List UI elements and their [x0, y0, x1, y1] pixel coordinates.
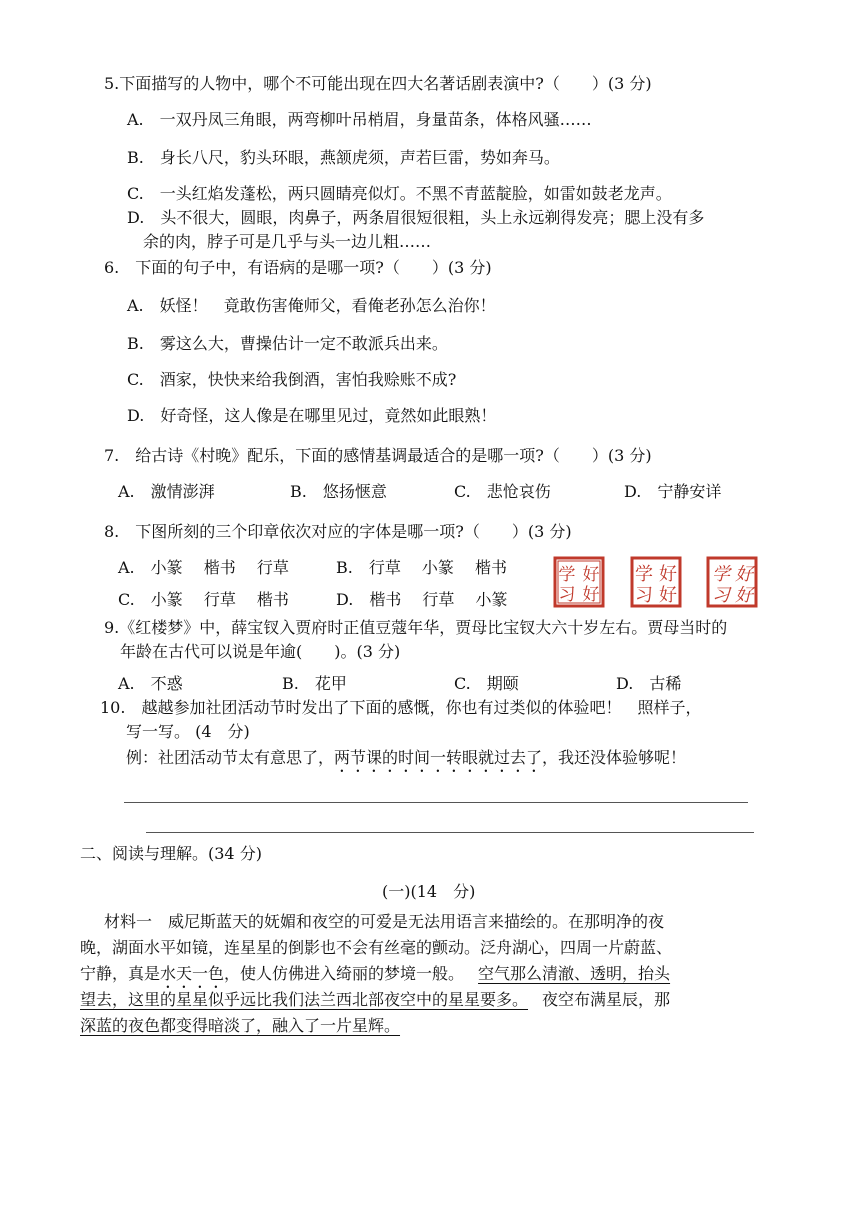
- seal2-char2: 好: [659, 564, 677, 585]
- q10-stem-cont: 写一写。 (4 分): [126, 722, 250, 741]
- seal2-char1: 学: [635, 564, 653, 585]
- part1-title: (一)(14 分): [382, 882, 476, 901]
- seal1-char4: 好: [582, 585, 600, 605]
- q5-option-d-cont: 余的肉，脖子可是几乎与头一边儿粗……: [143, 232, 432, 251]
- q10-example-dotted: 两节课的时间一转眼就过去了: [334, 748, 543, 767]
- q9-option-d: D. 古稀: [616, 674, 682, 693]
- seal3-char4: 好: [735, 585, 753, 606]
- q10-example-post: ，我还没体验够呢！: [542, 748, 687, 767]
- material1-line2: 晚，湖面水平如镜，连星星的倒影也不会有丝毫的颤动。泛舟湖心，四周一片蔚蓝、: [80, 938, 673, 957]
- q9-option-b: B. 花甲: [282, 674, 347, 693]
- material1-line3: [80, 964, 670, 992]
- q7-option-d: D. 宁静安详: [624, 482, 722, 501]
- q8-option-a: A. 小篆 楷书 行草: [118, 558, 289, 577]
- q8-option-d: D. 楷书 行草 小篆: [336, 590, 508, 609]
- seal1-char1: 学: [558, 565, 576, 585]
- q10-stem: 10. 越越参加社团活动节时发出了下面的感慨，你也有过类似的体验吧！ 照样子，: [100, 698, 702, 717]
- seal1-char3: 习: [558, 585, 576, 605]
- q5-stem: 5.下面描写的人物中，哪个不可能出现在四大名著话剧表演中?（ ）(3 分): [104, 74, 652, 93]
- q8-option-b: B. 行草 小篆 楷书: [336, 558, 508, 577]
- seal1-char2: 好: [582, 565, 600, 585]
- q9-stem-cont: 年龄在古代可以说是年逾( )。(3 分): [120, 642, 401, 661]
- material1-l4-underlined: 望去，这里的星星似乎远比我们法兰西北部夜空中的星星要多。: [80, 990, 529, 1009]
- material1-l3-dotted: 水天一色: [160, 964, 225, 983]
- material1-l5-underlined: 深蓝的夜色都变得暗淡了，融入了一片星辉。: [80, 1016, 401, 1035]
- seal3-char1: 学: [712, 564, 730, 585]
- answer-line-2[interactable]: [146, 832, 754, 833]
- answer-line-1[interactable]: [124, 802, 748, 803]
- seal2-char3: 习: [635, 585, 653, 606]
- material1-l3-underlined: 空气那么清澈、透明，抬头: [478, 964, 671, 983]
- seal2-char4: 好: [659, 585, 677, 606]
- q5-option-b: B. 身长八尺，豹头环眼，燕颔虎须，声若巨雷，势如奔马。: [127, 148, 560, 167]
- q9-option-a: A. 不惑: [118, 674, 183, 693]
- material1-l3-pre: 宁静，真是: [80, 964, 161, 983]
- regular-script-stamp-icon: [630, 556, 682, 608]
- q7-option-b: B. 悠扬惬意: [290, 482, 387, 501]
- q9-stem: 9.《红楼梦》中，薛宝钗入贾府时正值豆蔻年华，贾母比宝钗大六十岁左右。贾母当时的: [104, 618, 728, 637]
- q5-option-d: D. 头不很大，圆眼，肉鼻子，两条眉很短很粗，头上永远剃得发亮；腮上没有多: [127, 208, 705, 227]
- q6-option-c: C. 酒家，快快来给我倒酒，害怕我赊账不成?: [127, 370, 457, 389]
- material1-l3-post: ，使人仿佛进入绮丽的梦境一般。: [224, 964, 465, 983]
- q8-stem: 8. 下图所刻的三个印章依次对应的字体是哪一项?（ ）(3 分): [104, 522, 572, 541]
- q6-stem: 6. 下面的句子中，有语病的是哪一项?（ ）(3 分): [104, 258, 492, 277]
- q6-option-d: D. 好奇怪，这人像是在哪里见过，竟然如此眼熟！: [127, 406, 497, 425]
- material1-line5: [80, 1016, 400, 1036]
- q10-example-pre: 例：社团活动节太有意思了，: [126, 748, 335, 767]
- material1-line4: [80, 990, 670, 1010]
- q10-example: [126, 748, 686, 776]
- q7-stem: 7. 给古诗《村晚》配乐，下面的感情基调最适合的是哪一项?（ ）(3 分): [104, 446, 652, 465]
- q6-option-b: B. 雾这么大，曹操估计一定不敢派兵出来。: [127, 334, 448, 353]
- q6-option-a: A. 妖怪！ 竟敢伤害俺师父，看俺老孙怎么治你！: [127, 296, 496, 315]
- material1-l4-post: 夜空布满星辰，那: [542, 990, 671, 1009]
- q7-option-a: A. 激情澎湃: [118, 482, 215, 501]
- q9-option-c: C. 期颐: [454, 674, 519, 693]
- q5-option-a: A. 一双丹凤三角眼，两弯柳叶吊梢眉，身量苗条，体格风骚……: [127, 110, 592, 129]
- q7-option-c: C. 悲怆哀伤: [454, 482, 551, 501]
- cursive-script-stamp-icon: [706, 556, 758, 608]
- section2-title: 二、阅读与理解。(34 分): [80, 844, 262, 863]
- q8-option-c: C. 小篆 行草 楷书: [118, 590, 289, 609]
- seal-script-stamp-icon: [553, 556, 605, 608]
- seal3-char3: 习: [712, 585, 730, 606]
- material1-line1: 材料一 威尼斯蓝天的妩媚和夜空的可爱是无法用语言来描绘的。在那明净的夜: [104, 912, 665, 931]
- seal3-char2: 好: [735, 564, 753, 585]
- q5-option-c: C. 一头红焰发蓬松，两只圆睛亮似灯。不黑不青蓝靛脸，如雷如鼓老龙声。: [127, 184, 672, 203]
